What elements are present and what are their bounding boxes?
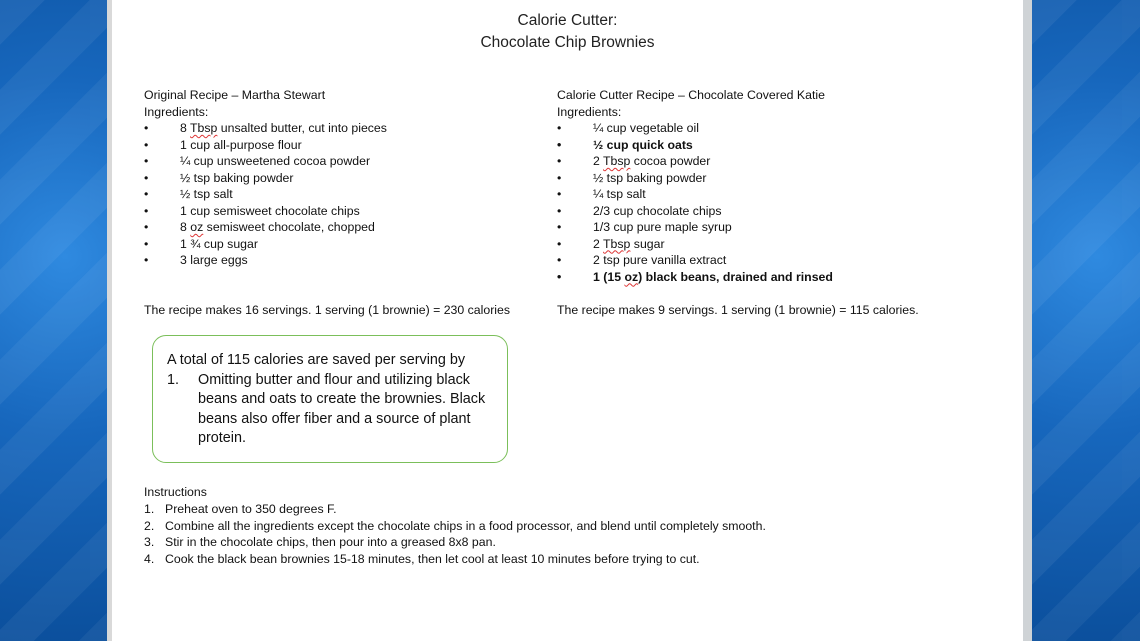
background-left-panel xyxy=(0,0,108,641)
ingredient-item xyxy=(557,120,977,137)
ingredient-item-highlighted xyxy=(557,269,977,286)
bullet: • xyxy=(144,203,149,218)
background-right-panel xyxy=(1032,0,1140,641)
instruction-step xyxy=(144,518,766,535)
step-number: 4. xyxy=(144,552,155,567)
ingredient-text: 1 cup all-purpose flour xyxy=(180,137,302,152)
ingredient-text: 1 ¾ cup sugar xyxy=(180,236,258,251)
ingredient-text: 2 xyxy=(593,154,604,168)
ingredient-item xyxy=(557,170,977,187)
ingredient-item xyxy=(557,219,977,236)
step-number: 2. xyxy=(144,518,155,533)
bullet: • xyxy=(557,170,562,185)
instructions-heading: Instructions xyxy=(144,485,207,499)
ingredient-text: 1 cup semisweet chocolate chips xyxy=(180,203,360,218)
ingredient-text: unsalted butter, cut into pieces xyxy=(217,121,387,135)
spellcheck-word: Tbsp xyxy=(603,236,631,251)
ingredient-item xyxy=(144,170,534,187)
callout-point-text: Omitting butter and flour and utilizing black beans and oats to create the brownies. Black beans also offer fiber and a source of plant protein. xyxy=(198,371,486,446)
ingredient-item xyxy=(144,137,534,154)
original-recipe-heading: Original Recipe – Martha Stewart xyxy=(144,88,326,102)
original-ingredients-list xyxy=(144,120,534,269)
document-title xyxy=(112,10,1023,54)
step-number: 3. xyxy=(144,535,155,550)
instruction-step xyxy=(144,551,766,568)
ingredient-text: 2/3 cup chocolate chips xyxy=(593,203,722,218)
document-page xyxy=(112,0,1023,641)
step-text: Cook the black bean brownies 15-18 minutes, then let cool at least 10 minutes before trying to cut. xyxy=(165,552,700,567)
ingredient-item xyxy=(144,153,534,170)
step-text: Combine all the ingredients except the chocolate chips in a food processor, and blend until completely smooth. xyxy=(165,518,766,533)
ingredient-item xyxy=(557,252,977,269)
bullet: • xyxy=(144,220,149,234)
bullet: • xyxy=(144,253,149,267)
callout-point-number: 1. xyxy=(167,371,180,388)
callout-lead-text: A total of 115 calories are saved per serving by xyxy=(167,352,466,368)
ingredient-item xyxy=(144,120,534,137)
ingredient-text: ½ tsp salt xyxy=(180,187,233,201)
ingredient-item xyxy=(557,236,977,253)
bullet: • xyxy=(557,203,562,218)
ingredient-text: ¼ cup vegetable oil xyxy=(593,121,699,135)
step-text: Stir in the chocolate chips, then pour into a greased 8x8 pan. xyxy=(165,535,496,550)
instructions-section xyxy=(144,484,766,568)
original-recipe-column xyxy=(144,87,534,269)
bullet: • xyxy=(557,187,562,201)
bullet: • xyxy=(557,154,562,168)
ingredient-text: ) black beans, drained and rinsed xyxy=(638,269,833,284)
ingredient-text: semisweet chocolate, chopped xyxy=(203,220,375,234)
bullet: • xyxy=(557,220,562,234)
ingredient-item xyxy=(144,219,534,236)
spellcheck-word: Tbsp xyxy=(190,121,218,135)
step-text: Preheat oven to 350 degrees F. xyxy=(165,501,337,516)
ingredient-item xyxy=(557,153,977,170)
original-servings-text: The recipe makes 16 servings. 1 serving (1 brownie) = 230 calories xyxy=(144,303,511,317)
ingredient-text: 8 xyxy=(180,220,191,234)
ingredient-text: ½ tsp baking powder xyxy=(180,170,294,185)
ingredient-text: 1 (15 xyxy=(593,269,625,284)
cutter-ingredients-label: Ingredients: xyxy=(557,104,622,119)
ingredient-text: ½ tsp baking powder xyxy=(593,170,707,185)
bullet: • xyxy=(144,121,149,135)
calorie-cutter-recipe-column xyxy=(557,87,977,285)
cutter-servings-text: The recipe makes 9 servings. 1 serving (1 brownie) = 115 calories. xyxy=(557,303,919,317)
calorie-savings-callout xyxy=(152,335,508,463)
bullet: • xyxy=(557,253,562,267)
ingredient-item xyxy=(144,186,534,203)
bullet: • xyxy=(557,236,562,251)
ingredient-text: sugar xyxy=(630,236,665,251)
bullet: • xyxy=(557,137,562,152)
ingredient-text: ½ cup quick oats xyxy=(593,137,693,152)
cutter-ingredients-list xyxy=(557,120,977,285)
bullet: • xyxy=(144,187,149,201)
instruction-step xyxy=(144,534,766,551)
step-number: 1. xyxy=(144,501,155,516)
callout-point xyxy=(167,371,493,449)
ingredient-item-highlighted xyxy=(557,137,977,154)
ingredient-text: cocoa powder xyxy=(630,154,711,168)
title-line-2: Chocolate Chip Brownies xyxy=(480,34,655,51)
ingredient-text: 8 xyxy=(180,121,191,135)
original-ingredients-label: Ingredients: xyxy=(144,104,209,119)
ingredient-text: 2 xyxy=(593,236,604,251)
instructions-list xyxy=(144,501,766,568)
ingredient-item xyxy=(144,203,534,220)
bullet: • xyxy=(144,236,149,251)
bullet: • xyxy=(144,137,149,152)
ingredient-item xyxy=(144,236,534,253)
instruction-step xyxy=(144,501,766,518)
spellcheck-word: oz xyxy=(190,220,204,234)
bullet: • xyxy=(144,170,149,185)
bullet: • xyxy=(557,269,562,284)
ingredient-item xyxy=(144,252,534,269)
ingredient-text: ¼ cup unsweetened cocoa powder xyxy=(180,154,371,168)
ingredient-item xyxy=(557,203,977,220)
ingredient-text: ¼ tsp salt xyxy=(593,187,646,201)
cutter-recipe-heading: Calorie Cutter Recipe – Chocolate Covered Katie xyxy=(557,88,825,102)
spellcheck-word: oz xyxy=(624,269,639,284)
bullet: • xyxy=(144,154,149,168)
ingredient-item xyxy=(557,186,977,203)
title-line-1: Calorie Cutter: xyxy=(517,12,618,29)
document-edge-right xyxy=(1023,0,1032,641)
ingredient-text: 2 tsp pure vanilla extract xyxy=(593,253,727,267)
spellcheck-word: Tbsp xyxy=(603,154,631,168)
ingredient-text: 3 large eggs xyxy=(180,253,248,267)
ingredient-text: 1/3 cup pure maple syrup xyxy=(593,220,732,234)
bullet: • xyxy=(557,121,562,135)
